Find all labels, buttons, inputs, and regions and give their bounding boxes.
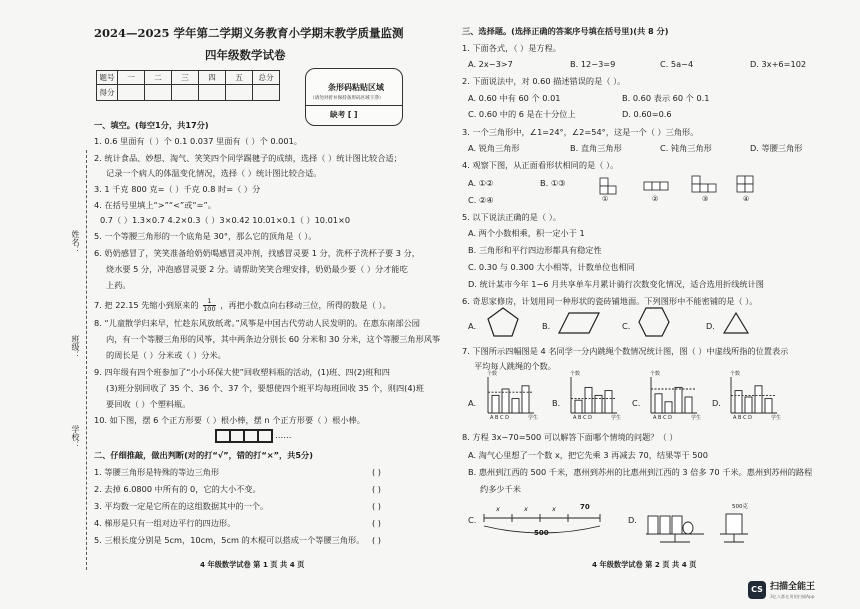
chart-bar: [595, 395, 602, 413]
section-three-heading: 三、选择题。(选择正确的答案序号填在括号里)(共 8 分): [462, 26, 669, 36]
cube-views-figure: [592, 170, 762, 204]
choice-8-opt-d: D.: [628, 515, 637, 525]
chart-x-labels: A B C D: [733, 415, 752, 421]
question-8b: 内，有一个等腰三角形的风筝，其中两条边分别长 60 分米和 30 分米，这个等腰三角形风筝: [106, 334, 441, 344]
choice-3-opt-d: D. 等腰三角形: [750, 143, 803, 153]
square-matchsticks-figure: [215, 428, 305, 444]
chart-x-unit: 学生: [771, 415, 782, 421]
choice-7-opt-c: C.: [632, 398, 641, 408]
choice-3-opt-a: A. 锐角三角形: [468, 143, 520, 153]
question-6c: 上药。: [106, 280, 131, 290]
chart-bar: [755, 386, 762, 413]
judge-3-paren: ( ): [372, 501, 381, 511]
chart-bar: [522, 386, 529, 413]
exam-page-2: [432, 0, 860, 609]
camscanner-watermark: [748, 581, 850, 601]
chart-y-label: 个数: [650, 371, 661, 377]
choice-6: 6. 奇思家修房，计划用同一种形状的瓷砖铺地面。下列图形中不能密铺的是（ ）。: [462, 296, 758, 306]
chart-x-labels: A B C D: [573, 415, 592, 421]
question-9b: (3)班分别回收了 35 个、36 个、37 个，要想使四个班平均每班回收 35 个，则四(4)班: [106, 383, 424, 393]
choice-5-opt-b: B. 三角形和平行四边形都具有稳定性: [468, 245, 602, 255]
fraction: [203, 298, 215, 313]
judge-4: 4. 梯形是只有一组对边平行的四边形。: [94, 518, 236, 528]
chart-bar: [492, 395, 499, 413]
score-header-cell: 三: [172, 71, 199, 85]
cube-label-4: ④: [743, 195, 750, 203]
exam-subtitle: 四年级数学试卷: [205, 48, 286, 62]
chart-bar: [575, 400, 582, 413]
camscanner-name: 扫描全能王: [770, 582, 816, 592]
chart-bar: [665, 402, 672, 413]
camscanner-tagline: 3亿人都在用的扫描App: [770, 594, 815, 599]
score-cell: [145, 85, 172, 101]
choice-2-opt-c: C. 0.60 中的 6 是在十分位上: [468, 109, 576, 119]
segment-x-3: x: [552, 505, 556, 513]
pentagon-shape: [486, 306, 520, 338]
segment-total: 500: [534, 529, 549, 537]
chart-x-unit: 学生: [611, 415, 622, 421]
fraction-denominator: 100: [203, 304, 216, 313]
choice-7-opt-b: B.: [552, 398, 561, 408]
jump-rope-chart-b: [563, 373, 623, 423]
chart-bar: [675, 387, 682, 413]
score-cell: [118, 85, 145, 101]
judge-1-paren: ( ): [372, 467, 381, 477]
choice-8-opt-a: A. 淘气心里想了一个数 x，把它先乘 3 再减去 70，结果等于 500: [468, 450, 708, 460]
choice-3-opt-b: B. 直角三角形: [570, 143, 622, 153]
choice-4-opt-b: B. ①③: [540, 178, 566, 188]
choice-8-opt-c: C.: [468, 515, 477, 525]
question-7-post: ，再把小数点向右移动三位，所得的数是（ ）。: [220, 299, 391, 310]
chart-x-unit: 学生: [691, 415, 702, 421]
choice-7-opt-d: D.: [712, 398, 721, 408]
question-9c: 要回收（ ）个塑料瓶。: [106, 399, 191, 409]
exam-title: 2024—2025 学年第二学期义务教育小学期末教学质量监测: [94, 26, 404, 40]
judge-2: 2. 去掉 6.0800 中所有的 0，它的大小不变。: [94, 484, 261, 494]
barcode-note: （请勿对折并保持条形码区域干净）: [310, 96, 384, 101]
judge-2-paren: ( ): [372, 484, 381, 494]
fraction-numerator: 1: [203, 298, 215, 306]
score-row-label: 得分: [97, 85, 118, 101]
chart-x-labels: A B C D: [490, 415, 509, 421]
chart-bar: [512, 399, 519, 413]
cube-label-3: ③: [702, 195, 709, 203]
choice-7a: 7. 下图所示四幅图是 4 名同学一分内跳绳个数情况统计图，图（ ）中虚线所指的位置表示: [462, 346, 789, 356]
question-5: 5. 一个等腰三角形的一个底角是 30°，那么它的顶角是（ ）。: [94, 231, 317, 241]
choice-2-opt-b: B. 0.60 表示 60 个 0.1: [622, 93, 710, 103]
question-9a: 9. 四年级有四个班参加了“小小环保大使”回收塑料瓶的活动，(1)班、四(2)班和四: [94, 367, 390, 377]
choice-1-opt-c: C. 5a−4: [660, 59, 694, 69]
cube-label-2: ②: [652, 195, 659, 203]
choice-5-opt-c: C. 0.30 与 0.300 大小相等，计数单位也相同: [468, 262, 635, 272]
chart-bar: [605, 391, 612, 413]
score-cell: [199, 85, 226, 101]
question-8a: 8. “儿童散学归来早，忙趁东风放纸鸢。”风筝是中国古代劳动人民发明的。在惠东南部公园: [94, 318, 420, 328]
choice-2-opt-d: D. 0.60=0.6: [622, 109, 672, 119]
judge-4-paren: ( ): [372, 518, 381, 528]
section-two-heading: 二、仔细推敲，做出判断(对的打“√”，错的打“×”，共5分): [94, 450, 313, 460]
score-header-cell: 二: [145, 71, 172, 85]
class-label: 班级：: [71, 335, 80, 359]
question-10: 10. 如下图，摆 6 个正方形要（ ）根小棒，摆 n 个正方形要（ ）根小棒。: [94, 415, 365, 425]
chart-bar: [655, 394, 662, 413]
choice-6-opt-d: D.: [706, 321, 715, 331]
choice-8: 8. 方程 3x−70=500 可以解答下面哪个情境的问题？（ ）: [462, 432, 678, 442]
question-6b: 烧水要 5 分，冲泡感冒灵要 2 分。请帮助笑笑合理安排，奶奶最少要（ ）分才能吃: [106, 264, 408, 274]
parallelogram-shape: [557, 311, 601, 335]
cube-label-1: ①: [602, 195, 609, 203]
score-header-cell: 四: [199, 71, 226, 85]
chart-bar: [745, 397, 752, 413]
page-footer: 4 年级数学试卷 第 1 页 共 4 页: [200, 560, 305, 569]
choice-3: 3. 一个三角形中，∠1=24°，∠2=54°，这是一个（ ）三角形。: [462, 127, 699, 137]
choice-1-opt-d: D. 3x+6=102: [750, 59, 807, 69]
page-footer: 4 年级数学试卷 第 2 页 共 4 页: [592, 560, 697, 569]
choice-1-opt-a: A. 2x−3>7: [468, 59, 513, 69]
question-2b: 记录一个病人的体温变化情况，选择（ ）统计图比较合适。: [106, 168, 322, 178]
choice-7b: 平均每人跳绳的个数。: [474, 361, 556, 371]
choice-2-opt-a: A. 0.60 中有 60 个 0.01: [468, 93, 561, 103]
question-8c: 的周长是（ ）分米或（ ）分米。: [106, 350, 226, 360]
judge-5: 5. 三根长度分别是 5cm，10cm，5cm 的木棍可以搭成一个等腰三角形。: [94, 535, 365, 545]
section-one-heading: 一、填空。(每空1分，共17分): [94, 120, 209, 130]
choice-1-opt-b: B. 12−3=9: [570, 59, 616, 69]
choice-6-opt-a: A.: [468, 321, 477, 331]
choice-8-opt-b2: 约多少千米: [480, 484, 521, 494]
score-header-cell: 一: [118, 71, 145, 85]
score-table: [96, 70, 280, 101]
score-cell: [172, 85, 199, 101]
jump-rope-chart-d: [723, 373, 783, 423]
camscanner-logo-icon: CS: [748, 581, 766, 599]
chart-bar: [585, 387, 592, 413]
choice-1: 1. 下面各式，（ ）是方程。: [462, 43, 561, 53]
name-label: 姓名：: [71, 230, 80, 254]
judge-3: 3. 平均数一定是它所在的这组数据其中的一个。: [94, 501, 269, 511]
score-header-cell: 总分: [253, 71, 280, 85]
question-1: 1. 0.6 里面有（ ）个 0.1 0.037 里面有（ ）个 0.001。: [94, 136, 302, 146]
chart-x-labels: A B C D: [653, 415, 672, 421]
chart-x-unit: 学生: [528, 415, 539, 421]
segment-x-1: x: [496, 505, 500, 513]
question-7-pre: 7. 把 22.15 先缩小到原来的: [94, 299, 199, 310]
question-7: [94, 298, 391, 313]
hexagon-shape: [637, 306, 671, 338]
chart-bar: [685, 397, 692, 413]
segment-x-2: x: [524, 505, 528, 513]
choice-4-opt-a: A. ①②: [468, 178, 494, 188]
question-4-items: 0.7（ ）1.3×0.7 4.2×0.3（ ）3×0.42 10.01×0.1（ ）10.01×0: [100, 215, 351, 225]
choice-2: 2. 下面说法中，对 0.60 描述错误的是（ ）。: [462, 76, 626, 86]
choice-6-opt-c: C.: [622, 321, 631, 331]
weight-label: 500克: [732, 504, 748, 510]
absent-mark: 缺考 [ ]: [330, 110, 358, 119]
question-3: 3. 1 千克 800 克=（ ）千克 0.8 时=（ ）分: [94, 184, 261, 194]
chart-bar: [735, 391, 742, 413]
score-cell: [226, 85, 253, 101]
score-cell: [253, 85, 280, 101]
segment-seventy: 70: [580, 503, 590, 511]
choice-3-opt-c: C. 钝角三角形: [660, 143, 712, 153]
chart-bar: [765, 399, 772, 413]
binding-line: [86, 150, 87, 570]
school-label: 学校：: [71, 425, 80, 449]
judge-5-paren: ( ): [372, 535, 381, 545]
choice-5-opt-d: D. 统计某市今年 1−6 月共享单车月累计骑行次数变化情况，适合选用折线统计图: [468, 279, 764, 289]
choice-4: 4. 观察下图，从正面看形状相同的是（ ）。: [462, 160, 619, 170]
choice-5-opt-a: A. 两个小数相乘，积一定小于 1: [468, 228, 585, 238]
chart-y-label: 个数: [487, 371, 498, 377]
score-header-cell: 题号: [97, 71, 118, 85]
question-2a: 2. 统计食品、妙想、淘气、笑笑四个同学踢毽子的成绩，选择（ ）统计图比较合适；: [94, 153, 402, 163]
question-4: 4. 在括号里填上“>”“<”或“=”。: [94, 200, 216, 210]
choice-4-opt-c: C. ②④: [468, 195, 494, 205]
chart-y-label: 个数: [570, 371, 581, 377]
chart-y-label: 个数: [730, 371, 741, 377]
triangle-shape: [722, 311, 750, 335]
choice-6-opt-b: B.: [542, 321, 551, 331]
choice-7-opt-a: A.: [468, 398, 477, 408]
question-6a: 6. 奶奶感冒了，笑笑准备给奶奶喝感冒灵冲剂，找感冒灵要 1 分，洗杯子洗杯子要 3 分，: [94, 248, 420, 258]
jump-rope-chart-c: [643, 373, 703, 423]
judge-1: 1. 等腰三角形是特殊的等边三角形: [94, 467, 220, 477]
figure-ellipsis: ……: [275, 430, 292, 440]
barcode-area: [305, 68, 403, 126]
score-header-cell: 五: [226, 71, 253, 85]
jump-rope-chart-a: [480, 373, 540, 423]
choice-8-opt-b1: B. 惠州到江西的 500 千米，惠州到苏州的比惠州到江西的 3 倍多 70 千米。惠州到苏州的路程: [468, 467, 813, 477]
choice-5: 5. 以下说法正确的是（ ）。: [462, 212, 561, 222]
barcode-title: 条形码粘贴区域: [328, 83, 384, 92]
